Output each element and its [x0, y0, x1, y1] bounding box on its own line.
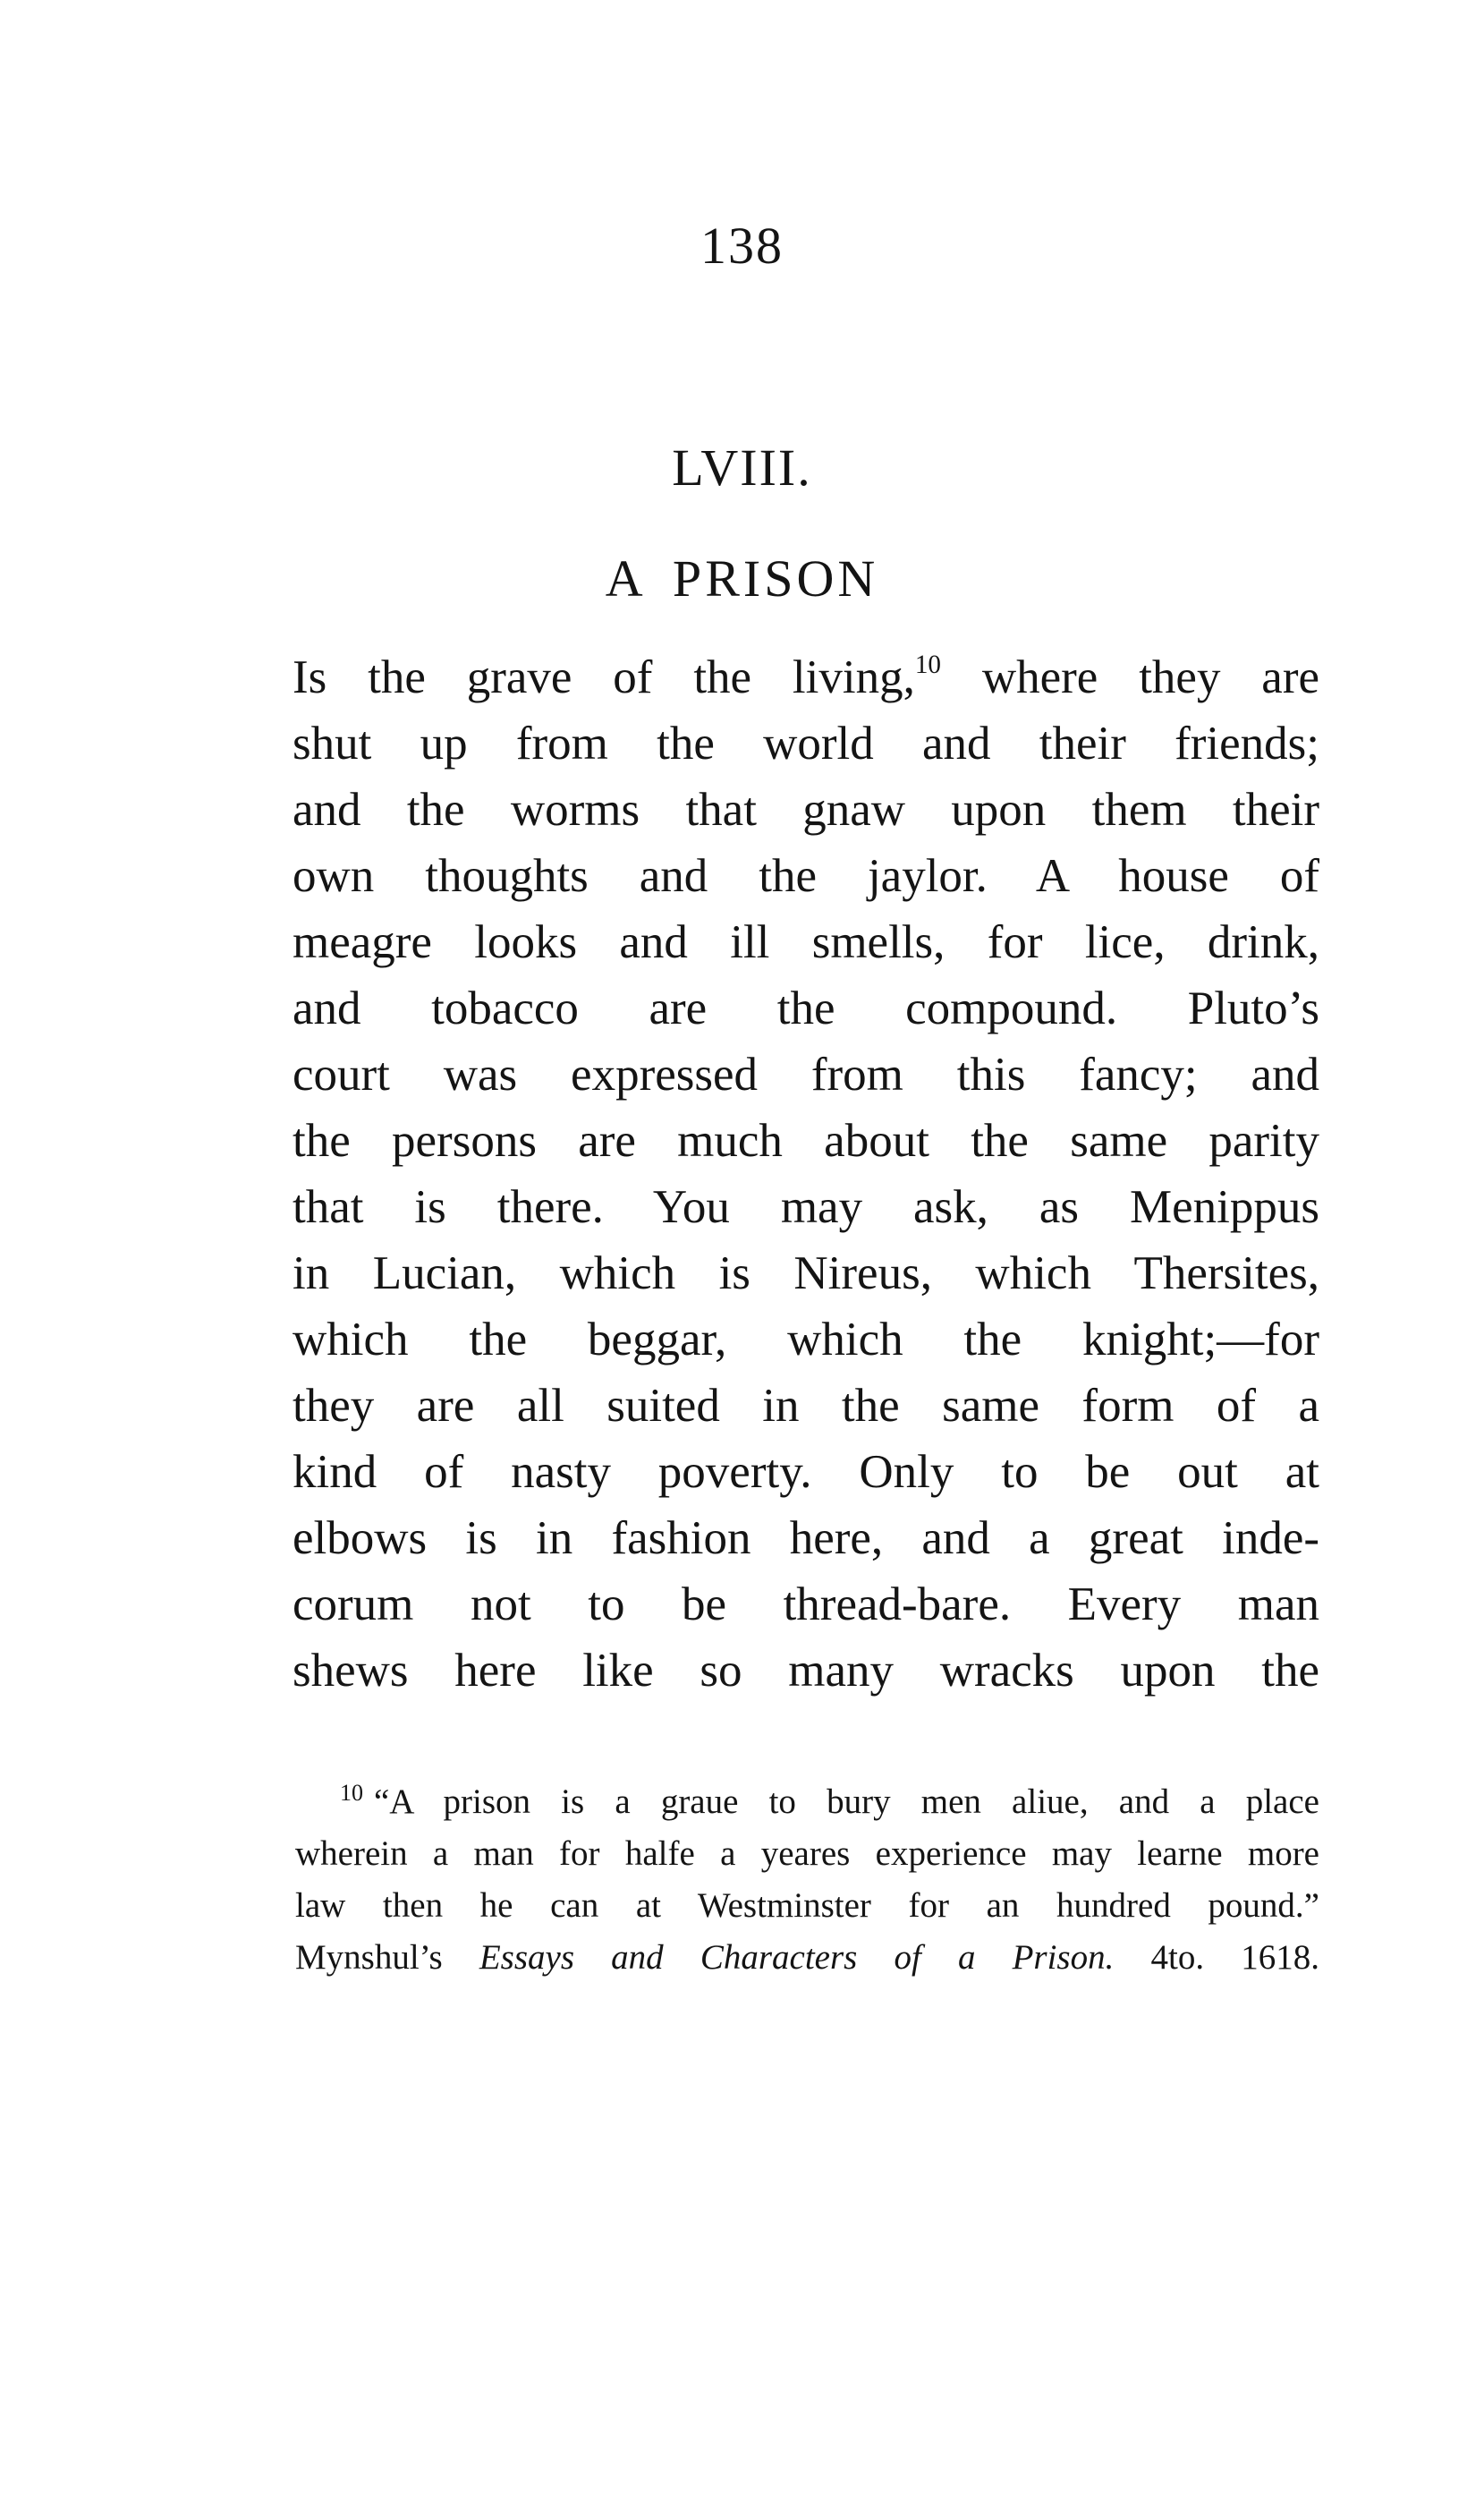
footnote-author: Mynshul’s [295, 1938, 443, 1977]
body-line: meagre looks and ill smells, for lice, drink, [293, 916, 1319, 968]
body-line-1 [293, 644, 1319, 710]
footnote-line-1-text: “A prison is a graue to bury men aliue, and a place [374, 1782, 1319, 1821]
chapter-number: LVIII. [672, 438, 812, 497]
footnote-line-1 [295, 1776, 1319, 1828]
footnote-year: 1618. [1241, 1938, 1320, 1977]
body-line: they are all suited in the same form of a [293, 1380, 1319, 1432]
body-line: own thoughts and the jaylor. A house of [293, 850, 1319, 902]
footnote-line-2: wherein a man for halfe a yeares experience may learne more [295, 1834, 1319, 1873]
body-line: shut up from the world and their friends; [293, 718, 1319, 770]
footnote [295, 1776, 1319, 1984]
footnote-marker: 10 [340, 1780, 363, 1806]
body-text [293, 644, 1319, 1704]
body-line: court was expressed from this fancy; and [293, 1049, 1319, 1101]
body-line: corum not to be thread-bare. Every man [293, 1578, 1319, 1630]
page-number: 138 [700, 217, 784, 275]
body-line: in Lucian, which is Nireus, which Thersites, [293, 1247, 1319, 1299]
body-line-1-end: where they are [941, 651, 1320, 703]
footnote-format: 4to. [1150, 1938, 1205, 1977]
body-line: elbows is in fashion here, and a great inde- [293, 1512, 1319, 1564]
body-line: which the beggar, which the knight;—for [293, 1314, 1319, 1365]
body-line: that is there. You may ask, as Menippus [293, 1181, 1319, 1233]
body-line: and tobacco are the compound. Pluto’s [293, 983, 1319, 1034]
chapter-title: A PRISON [605, 549, 879, 608]
body-line: kind of nasty poverty. Only to be out at [293, 1446, 1319, 1498]
footnote-line-4 [295, 1932, 1319, 1984]
body-line: the persons are much about the same parity [293, 1115, 1319, 1167]
footnote-reference: 10 [914, 651, 941, 680]
footnote-line-3: law then he can at Westminster for an hundred pound.” [295, 1886, 1319, 1925]
footnote-book-title: Essays and Characters of a Prison. [479, 1938, 1115, 1977]
body-line-1-start: Is the grave of the living, [293, 651, 915, 703]
body-line: shews here like so many wracks upon the [293, 1645, 1319, 1697]
body-line: and the worms that gnaw upon them their [293, 784, 1319, 836]
